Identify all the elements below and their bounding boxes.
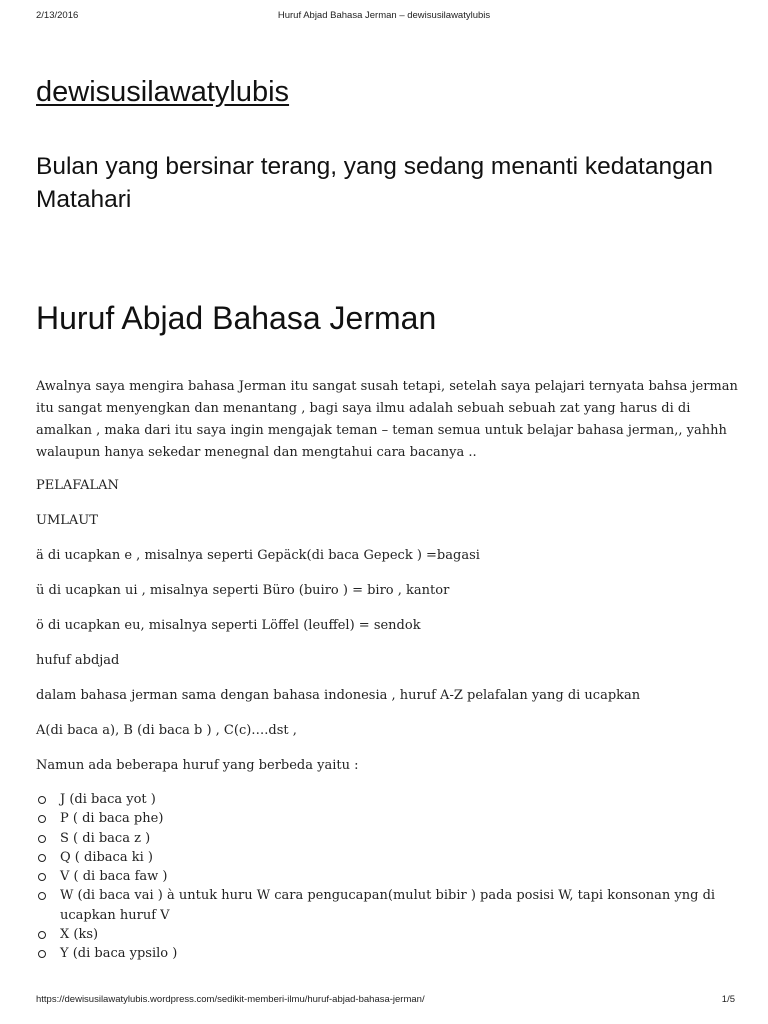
list-item-text: Y (di baca ypsilo ) [60,946,178,962]
page-number: 1/5 [721,994,735,1005]
list-item [36,809,741,828]
site-title-link[interactable]: dewisusilawatylubis [36,76,290,108]
list-item-text: S ( di baca z ) [60,830,151,846]
post-paragraph: ä di ucapkan e , misalnya seperti Gepäck(di baca Gepeck ) =bagasi [36,548,480,563]
post-paragraph: Namun ada beberapa huruf yang berbeda yaitu : [36,758,359,773]
list-item-text: X (ks) [60,927,99,943]
print-date: 2/13/2016 [36,10,79,21]
post-paragraph: ü di ucapkan ui , misalnya seperti Büro (buiro ) = biro , kantor [36,583,450,598]
post-intro-paragraph: Awalnya saya mengira bahasa Jerman itu sangat susah tetapi, setelah saya pelajari ternyata bahsa jerman itu sangat menyengkan dan menantang , bagi saya ilmu adalah sebuah sebuah zat yang harus di di amalkan , maka dari itu saya ingin mengajak teman – teman semua untuk belajar bahasa jerman,, yahhh walaupun hanya sekedar menegnal dan mengtahui cara bacanya .. [36,379,738,460]
print-page-title: Huruf Abjad Bahasa Jerman – dewisusilawatylubis [277,10,491,21]
list-item-text: Q ( dibaca ki ) [60,849,153,865]
hollow-circle-bullet-icon [38,950,46,958]
print-header [0,10,768,26]
hollow-circle-bullet-icon [38,854,46,862]
hollow-circle-bullet-icon [38,873,46,881]
list-item [36,790,741,809]
list-item-text: J (di baca yot ) [60,792,156,807]
list-item [36,886,741,925]
list-item-text: V ( di baca faw ) [60,869,168,885]
post-title: Huruf Abjad Bahasa Jerman [36,300,437,336]
post-paragraph: A(di baca a), B (di baca b ) , C(c)….dst , [36,723,297,738]
list-item-text: W (di baca vai ) à untuk huru W cara pengucapan(mulut bibir ) pada posisi W, tapi konsonan yng di ucapkan huruf V [60,888,716,923]
post-paragraph: hufuf abdjad [36,653,120,668]
list-item [36,829,741,848]
hollow-circle-bullet-icon [38,892,46,900]
site-tagline: Bulan yang bersinar terang, yang sedang menanti kedatangan Matahari [36,153,713,213]
post-paragraph: ö di ucapkan eu, misalnya seperti Löffel (leuffel) = sendok [36,618,421,633]
hollow-circle-bullet-icon [38,835,46,843]
hollow-circle-bullet-icon [38,815,46,823]
hollow-circle-bullet-icon [38,931,46,939]
post-paragraph: dalam bahasa jerman sama dengan bahasa indonesia , huruf A-Z pelafalan yang di ucapkan [36,688,641,703]
print-url: https://dewisusilawatylubis.wordpress.com/sedikit-memberi-ilmu/huruf-abjad-bahasa-jerman/ [36,994,425,1005]
list-item [36,848,741,867]
list-item [36,867,741,886]
post-content [36,376,741,964]
letter-pronunciation-list [36,790,741,964]
list-item [36,925,741,944]
list-item [36,944,741,963]
list-item-text: P ( di baca phe) [60,811,164,827]
post-paragraph: UMLAUT [36,513,98,528]
hollow-circle-bullet-icon [38,796,46,804]
post-paragraph: PELAFALAN [36,478,119,493]
print-footer [0,994,768,1010]
